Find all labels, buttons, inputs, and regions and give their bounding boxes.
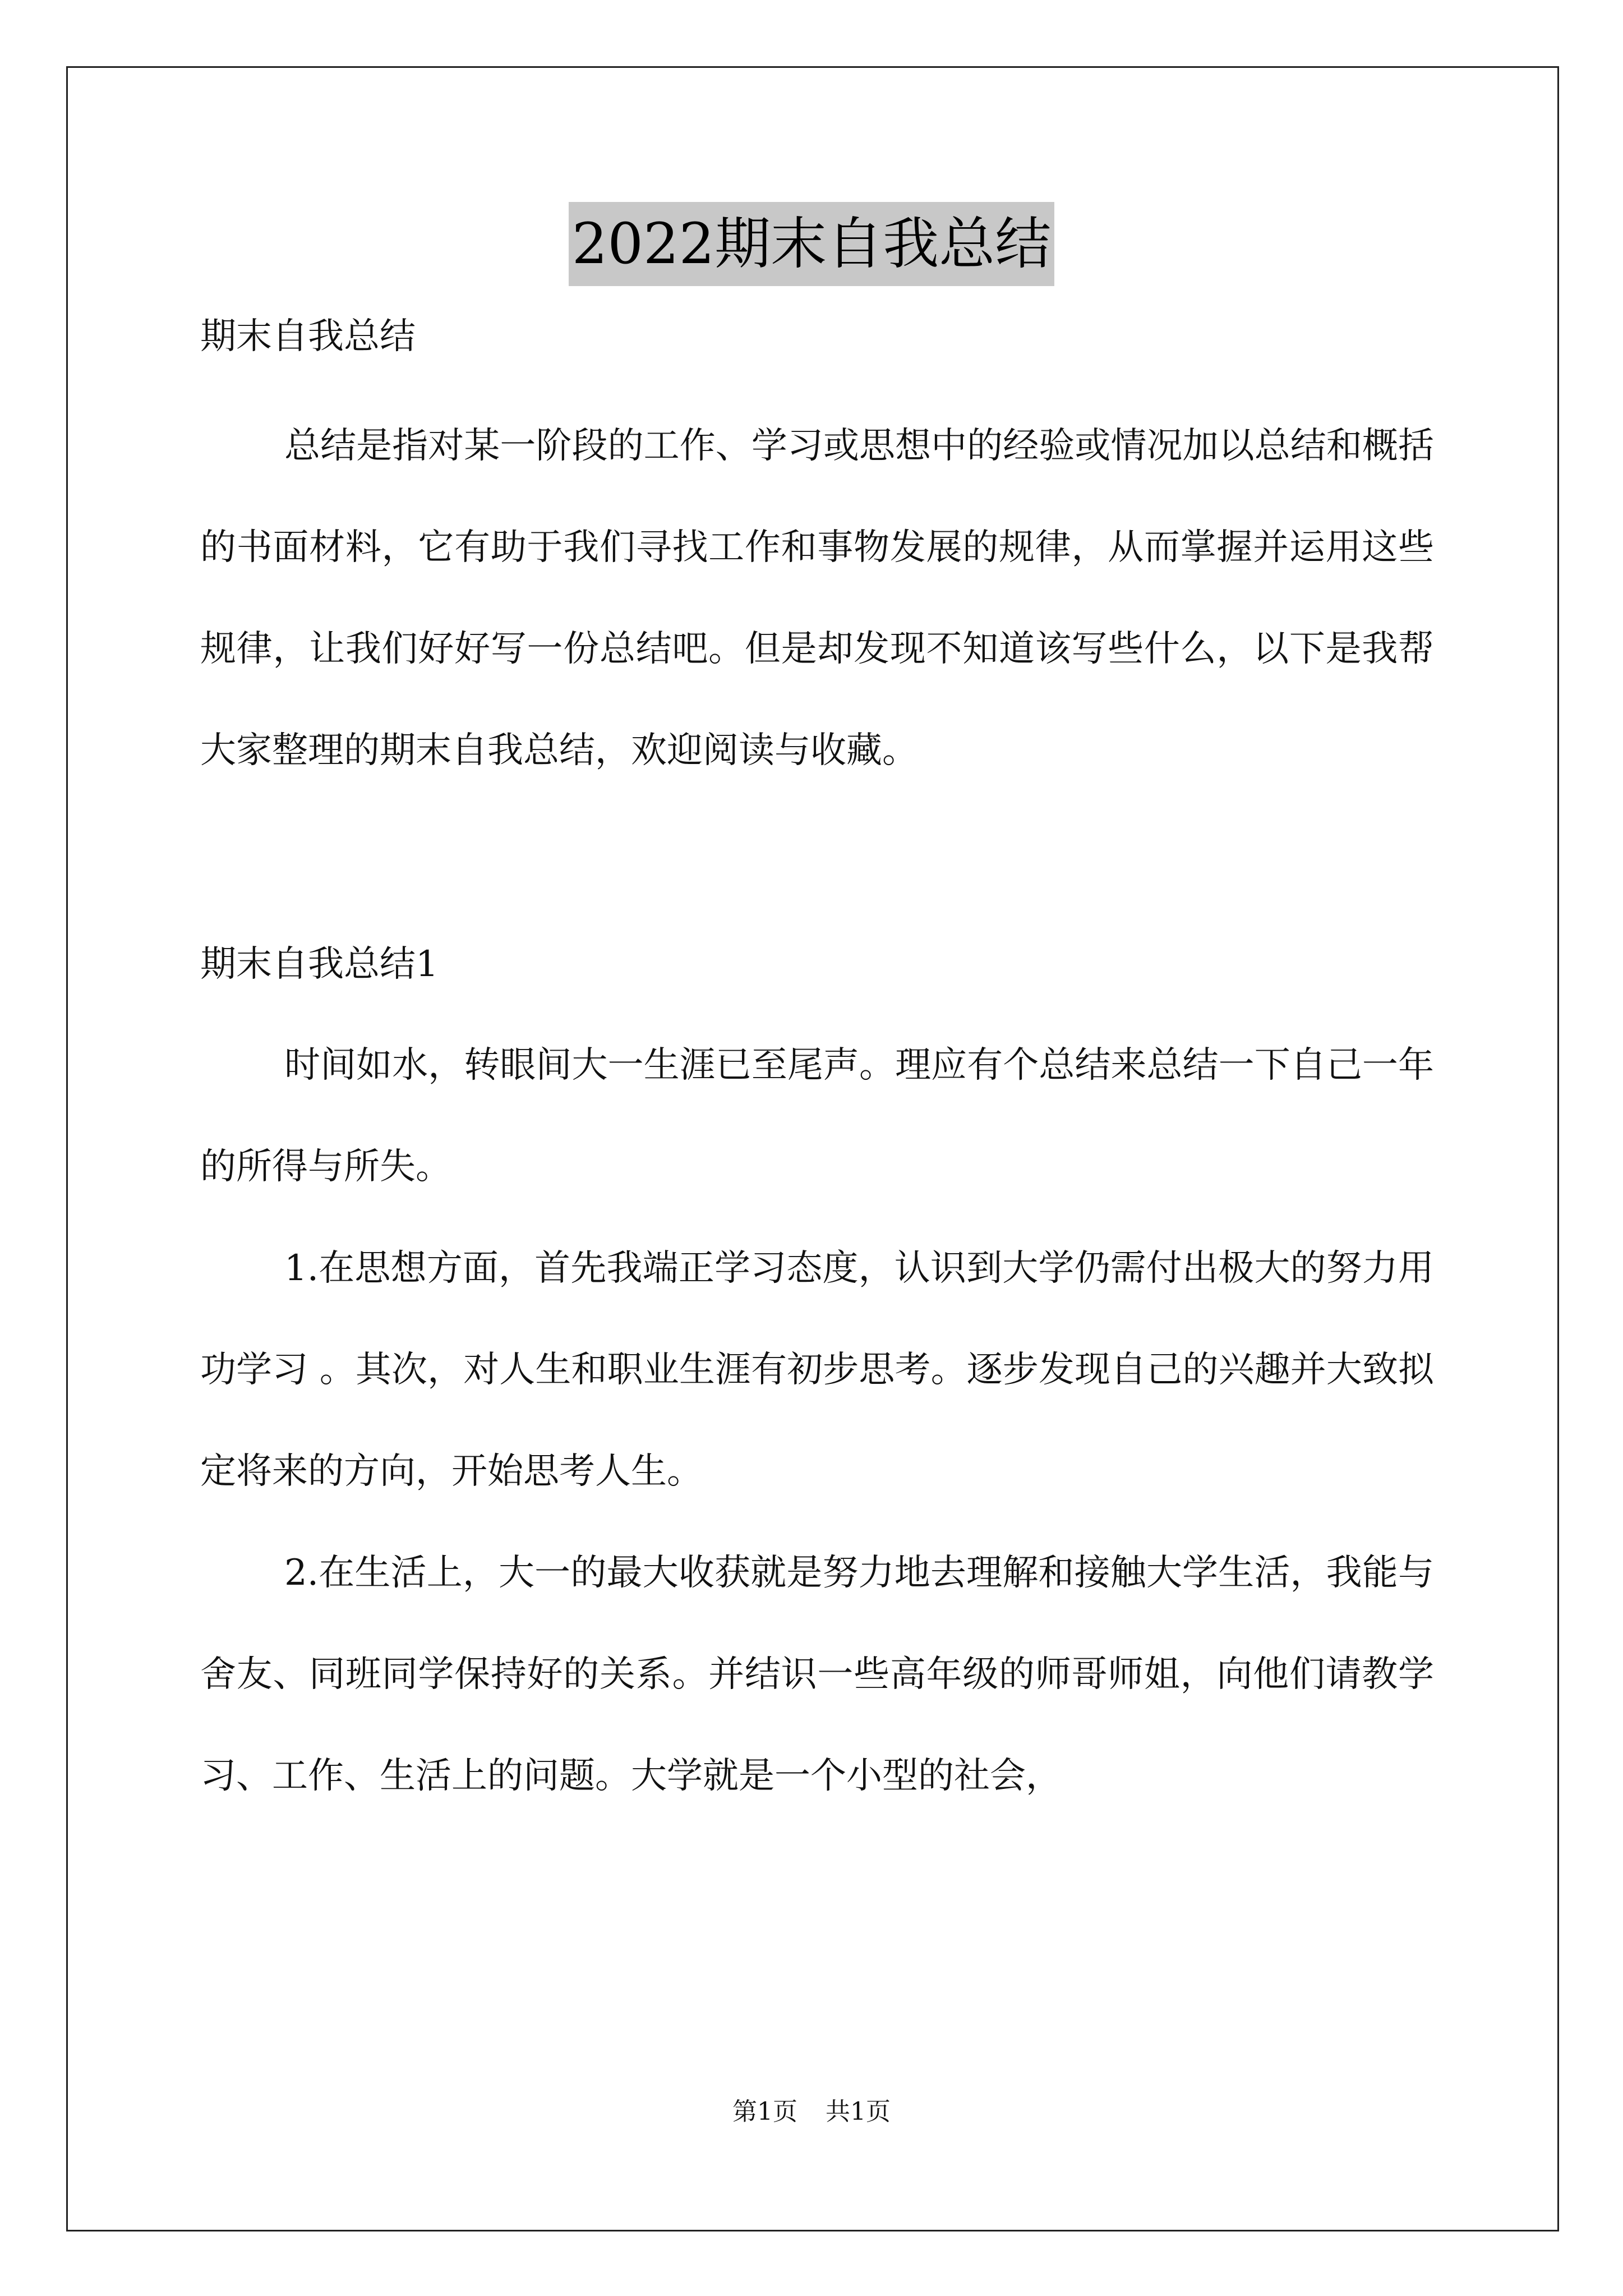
section-heading: 期末自我总结1: [200, 944, 439, 985]
section-paragraph: 1.在思想方面，首先我端正学习态度，认识到大学仍需付出极大的努力用功学习 。其次，对人生和职业生涯有初步思考。逐步发现自己的兴趣并大致拟定将来的方向，开始思考人生。: [200, 1248, 1434, 1492]
intro-heading: 期末自我总结: [200, 316, 416, 357]
intro-paragraph: 总结是指对某一阶段的工作、学习或思想中的经验或情况加以总结和概括的书面材料，它有助于我们寻找工作和事物发展的规律，从而掌握并运用这些规律，让我们好好写一份总结吧。但是却发现不知道该写些什么，以下是我帮大家整理的期末自我总结，欢迎阅读与收藏。: [200, 425, 1434, 771]
page-number: 第1页: [732, 2097, 797, 2126]
title-container: [0, 202, 1623, 286]
total-pages: 共1页: [826, 2097, 891, 2126]
page-footer: [0, 2095, 1623, 2129]
section-paragraph: 时间如水，转眼间大一生涯已至尾声。理应有个总结来总结一下自己一年的所得与所失。: [200, 1045, 1434, 1188]
document-body: [200, 309, 1434, 1827]
section-paragraph: 2.在生活上，大一的最大收获就是努力地去理解和接触大学生活，我能与舍友、同班同学保持好的关系。并结识一些高年级的师哥师姐，向他们请教学习、工作、生活上的问题。大学就是一个小型的社会，: [200, 1552, 1434, 1797]
document-title: 2022期末自我总结: [569, 202, 1055, 286]
